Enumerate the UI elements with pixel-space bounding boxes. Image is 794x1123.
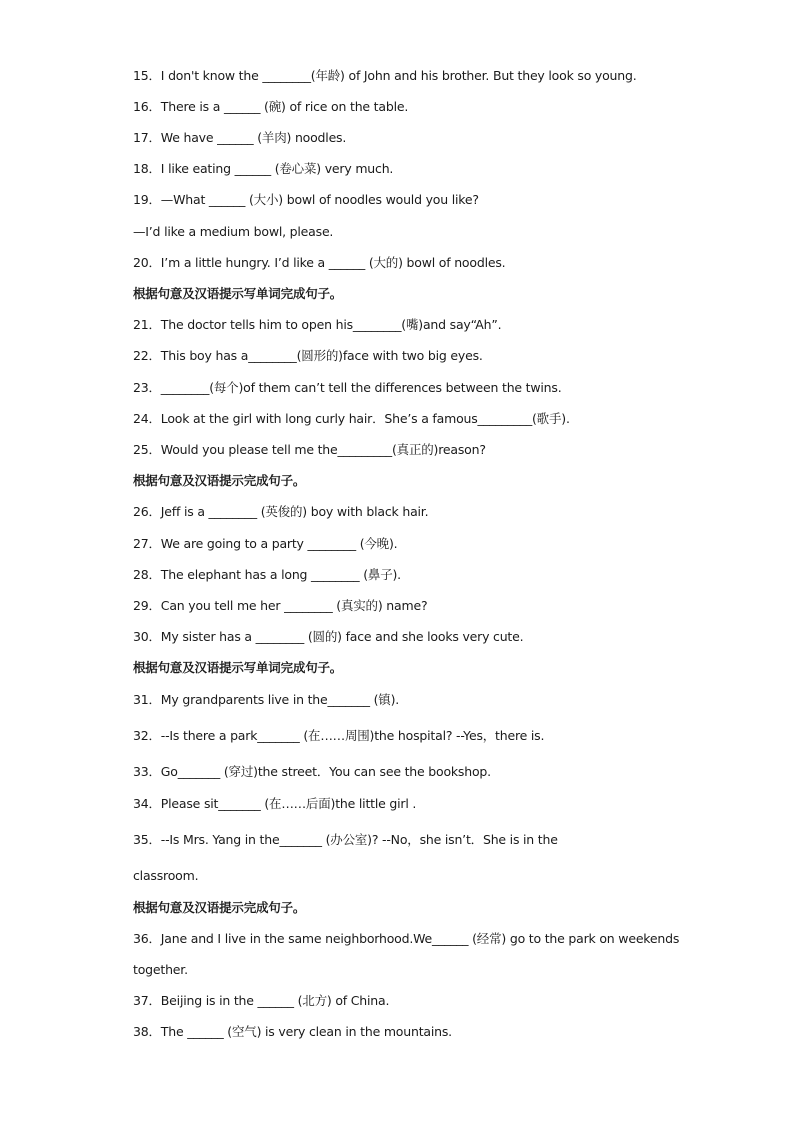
section-heading: 根据句意及汉语提示完成句子。: [133, 473, 306, 488]
question-26: 26．Jeff is a ________ (英俊的) boy with black hair.: [133, 504, 429, 519]
question-16: 16．There is a ______ (碗) of rice on the table.: [133, 99, 409, 114]
question-15: 15．I don't know the ________(年龄) of John and his brother. But they look so young.: [133, 68, 637, 83]
question-33: 33．Go_______ (穿过)the street．You can see the bookshop.: [133, 764, 491, 779]
question-30: 30．My sister has a ________ (圆的) face and she looks very cute.: [133, 629, 524, 644]
question-34: 34．Please sit_______ (在……后面)the little girl .: [133, 796, 417, 811]
question-21: 21．The doctor tells him to open his________(嘴)and say“Ah”.: [133, 317, 502, 332]
question-29: 29．Can you tell me her ________ (真实的) name?: [133, 598, 428, 613]
question-31: 31．My grandparents live in the_______ (镇).: [133, 692, 400, 707]
section-heading: 根据句意及汉语提示写单词完成句子。: [133, 286, 343, 301]
question-36-continued: together.: [133, 962, 188, 977]
section-heading: 根据句意及汉语提示完成句子。: [133, 900, 306, 915]
question-35-continued: classroom.: [133, 868, 199, 883]
question-18: 18．I like eating ______ (卷心菜) very much.: [133, 161, 394, 176]
section-heading: 根据句意及汉语提示写单词完成句子。: [133, 660, 343, 675]
question-28: 28．The elephant has a long ________ (鼻子).: [133, 567, 401, 582]
question-17: 17．We have ______ (羊肉) noodles.: [133, 130, 347, 145]
question-36: 36．Jane and I live in the same neighborhood.We______ (经常) go to the park on weekends: [133, 931, 680, 946]
question-19-answer: —I’d like a medium bowl, please.: [133, 224, 334, 239]
question-25: 25．Would you please tell me the_________(真正的)reason?: [133, 442, 486, 457]
question-20: 20．I’m a little hungry. I’d like a ______ (大的) bowl of noodles.: [133, 255, 506, 270]
question-23: 23．________(每个)of them can’t tell the differences between the twins.: [133, 380, 562, 395]
question-37: 37．Beijing is in the ______ (北方) of China.: [133, 993, 390, 1008]
question-24: 24．Look at the girl with long curly hair．She’s a famous_________(歌手).: [133, 411, 570, 426]
question-22: 22．This boy has a________(圆形的)face with two big eyes.: [133, 348, 483, 363]
question-35: 35．--Is Mrs. Yang in the_______ (办公室)? --No，she isn’t．She is in the: [133, 832, 558, 847]
question-38: 38．The ______ (空气) is very clean in the mountains.: [133, 1024, 452, 1039]
question-19: 19．—What ______ (大小) bowl of noodles would you like?: [133, 192, 479, 207]
question-32: 32．--Is there a park_______ (在……周围)the hospital? --Yes，there is.: [133, 728, 545, 743]
question-27: 27．We are going to a party ________ (今晚).: [133, 536, 398, 551]
